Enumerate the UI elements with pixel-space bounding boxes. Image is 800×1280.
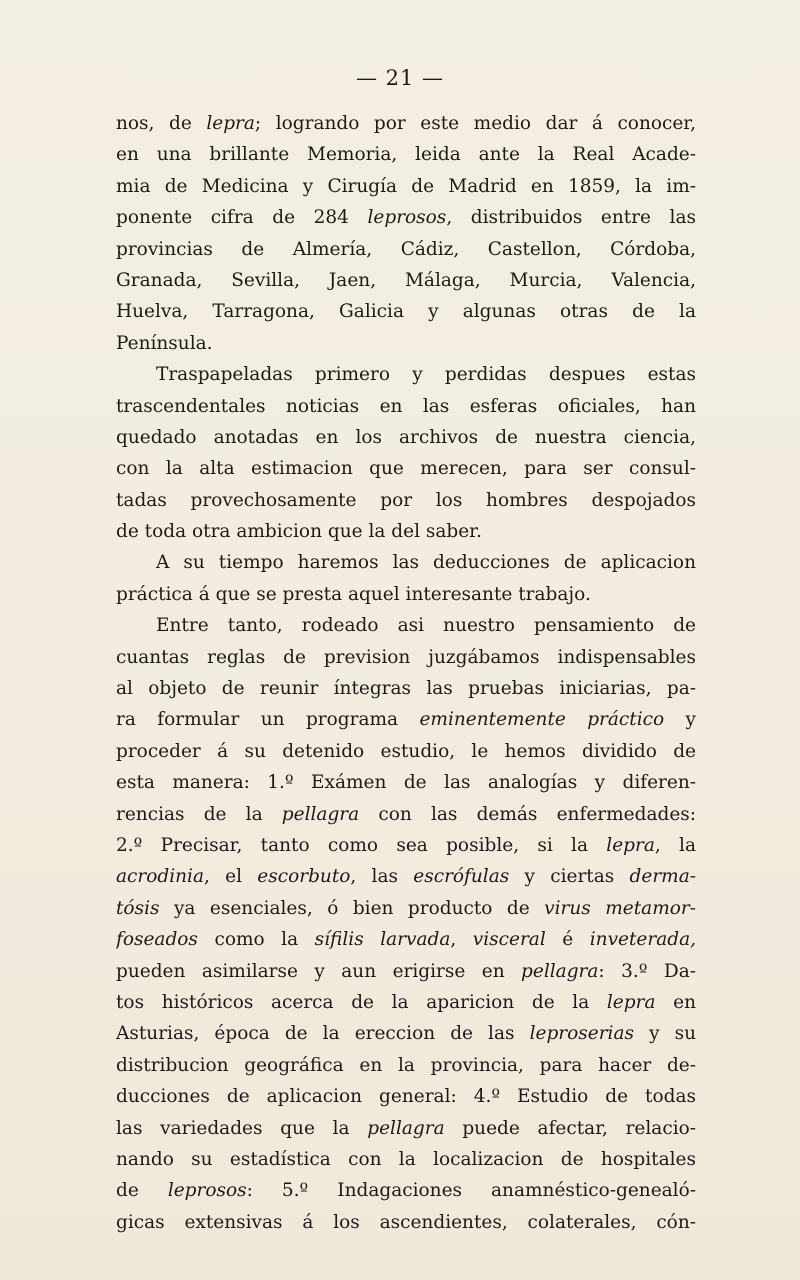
text-segment: y su [634,1023,696,1045]
text-line [116,799,696,830]
text-segment: y [664,709,696,731]
italic-text: pellagra [521,960,599,982]
text-line [116,830,696,861]
body-text [116,108,696,1238]
italic-text: virus metamor- [544,897,696,919]
italic-text: foseados [116,929,198,951]
text-segment: práctica á que se presta aquel interesante trabajo. [116,583,591,605]
italic-text: pellagra [367,1117,445,1139]
text-line [116,924,696,955]
text-segment: las variedades que la [116,1117,368,1139]
text-line [116,736,696,767]
text-line [116,1207,696,1238]
text-segment: ya esenciales, ó bien producto de [159,897,545,919]
text-segment: de [116,1180,168,1202]
text-line [116,328,696,359]
text-line [116,610,696,641]
text-line [116,547,696,578]
text-line [116,767,696,798]
text-line [116,422,696,453]
text-segment: mia de Medicina y Cirugía de Madrid en 1859, la im- [116,175,696,197]
text-line [116,956,696,987]
text-line [116,139,696,170]
text-segment: con la alta estimacion que merecen, para ser consul- [116,458,696,480]
text-line [116,1081,696,1112]
text-segment: : 5.º Indagaciones anamnéstico-genealó- [246,1180,696,1202]
text-segment: puede afectar, relacio- [444,1117,696,1139]
text-segment: Huelva, Tarragona, Galicia y algunas otras de la [116,301,696,323]
text-line [116,1175,696,1206]
text-segment: é [545,929,590,951]
italic-text: leprosos [167,1180,247,1202]
text-line [116,861,696,892]
text-segment: en una brillante Memoria, leida ante la Real Acade- [116,144,696,166]
text-line [116,673,696,704]
text-segment: nando su estadística con la localizacion de hospitales [116,1148,696,1170]
text-segment: , la [654,834,696,856]
text-segment: Asturias, época de la ereccion de las [116,1023,530,1045]
text-line [116,1113,696,1144]
text-line [116,642,696,673]
text-segment: y ciertas [509,866,630,888]
text-segment: tadas provechosamente por los hombres despojados [116,489,696,511]
text-line [116,1050,696,1081]
page-number: — 21 — [355,66,445,90]
text-segment: Península. [116,332,213,354]
text-segment: esta manera: 1.º Exámen de las analogías y diferen- [116,772,696,794]
text-segment: en [655,991,696,1013]
text-line [116,485,696,516]
text-segment: ra formular un programa [116,709,420,731]
text-segment: proceder á su detenido estudio, le hemos dividido de [116,740,696,762]
text-segment: provincias de Almería, Cádiz, Castellon, Córdoba, [116,238,696,260]
text-line [116,234,696,265]
text-segment: gicas extensivas á los ascendientes, colaterales, cón- [116,1211,696,1233]
text-line [116,516,696,547]
text-segment: Entre tanto, rodeado asi nuestro pensamiento de [156,615,696,637]
text-segment: con las demás enfermedades: [359,803,696,825]
italic-text: sífilis larvada [314,929,451,951]
text-segment: quedado anotadas en los archivos de nuestra ciencia, [116,426,696,448]
text-segment: A su tiempo haremos las deducciones de aplicacion [156,552,696,574]
italic-text: lepra [606,834,655,856]
text-segment: Granada, Sevilla, Jaen, Málaga, Murcia, Valencia, [116,269,696,291]
text-line [116,202,696,233]
text-segment: Traspapeladas primero y perdidas despues estas [156,364,696,386]
text-segment: , el [204,866,258,888]
text-line [116,987,696,1018]
text-segment: ducciones de aplicacion general: 4.º Estudio de todas [116,1086,696,1108]
italic-text: pellagra [281,803,360,825]
text-segment: tos históricos acerca de la aparicion de la [116,991,607,1013]
text-segment: como la [197,929,315,951]
text-line [116,108,696,139]
text-line [116,171,696,202]
text-line [116,579,696,610]
text-segment: ponente cifra de 284 [116,207,368,229]
text-line [116,704,696,735]
text-segment: nos, de [116,113,207,134]
italic-text: acrodinia [116,866,204,888]
italic-text: eminentemente práctico [419,709,665,731]
text-segment: de toda otra ambicion que la del saber. [116,521,482,543]
text-segment: , distribuidos entre las [446,207,696,229]
text-line [116,453,696,484]
text-segment: , [450,929,473,951]
italic-text: tósis [116,897,160,919]
text-segment: al objeto de reunir íntegras las pruebas iniciarias, pa- [116,678,696,700]
text-line [116,359,696,390]
text-segment: : 3.º Da- [598,960,696,982]
text-segment: distribucion geográfica en la provincia, para hacer de- [116,1054,696,1076]
italic-text: derma- [629,866,696,888]
text-segment: pueden asimilarse y aun erigirse en [116,960,522,982]
italic-text: lepra [606,991,656,1013]
text-line [116,1144,696,1175]
italic-text: escrófulas [413,866,510,888]
text-line [116,391,696,422]
italic-text: escorbuto [257,866,351,888]
text-line [116,296,696,327]
text-segment: rencias de la [116,803,282,825]
text-segment: , las [350,866,414,888]
text-line [116,265,696,296]
text-segment: ; logrando por este medio dar á conocer, [254,113,696,134]
text-line [116,1018,696,1049]
italic-text: leprosos [367,207,447,229]
italic-text: lepra [206,113,255,134]
text-segment: cuantas reglas de prevision juzgábamos indispensables [116,646,696,668]
text-segment: trascendentales noticias en las esferas oficiales, han [116,395,696,417]
italic-text: inveterada, [589,929,696,951]
text-segment: 2.º Precisar, tanto como sea posible, si la [116,834,607,856]
text-line [116,893,696,924]
italic-text: visceral [472,929,546,951]
italic-text: leproserias [529,1023,634,1045]
